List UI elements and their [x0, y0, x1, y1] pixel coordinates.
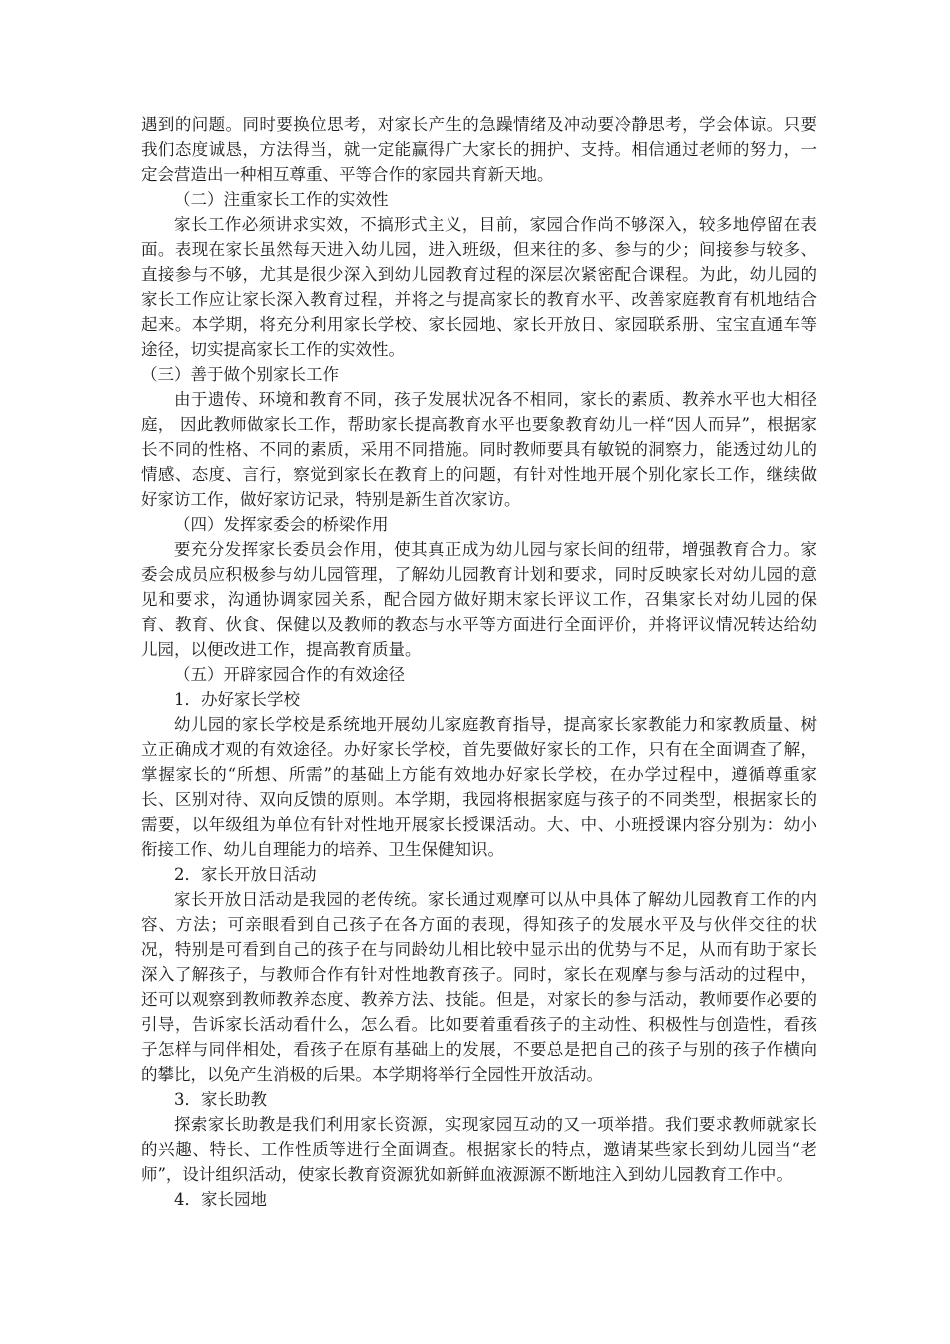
section-heading-3: （三）善于做个别家长工作: [141, 365, 339, 384]
paragraph-section-2: 家长工作必须讲求实效，不搞形式主义，目前，家园合作尚不够深入，较多地停留在表面。表现在家长虽然每天进入幼儿园，进入班级，但来往的多、参与的少；间接参与较多、直接参与不够，尤其是很少深入到幼儿园教育过程的深层次紧密配合课程。为此，幼儿园的家长工作应让家长深入教育过程，并将之与提高家长的教育水平、改善家庭教育有机地结合起来。本学期，将充分利用家长学校、家长园地、家长开放日、家园联系册、宝宝直通车等途径，切实提高家长工作的实效性。: [141, 215, 817, 359]
paragraph-open-day: 家长开放日活动是我园的老传统。家长通过观摩可以从中具体了解幼儿园教育工作的内容、方法；可亲眼看到自己孩子在各方面的表现，得知孩子的发展水平及与伙伴交往的状况，特别是可看到自己的孩子在与同龄幼儿相比较中显示出的优势与不足，从而有助于家长深入了解孩子，与教师合作有针对性地教育孩子。同时，家长在观摩与参与活动的过程中，还可以观察到教师教养态度、教养方法、技能。但是，对家长的参与活动，教师要作必要的引导，告诉家长活动看什么，怎么看。比如要着重看孩子的主动性、积极性与创造性，看孩子怎样与同伴相处，看孩子在原有基础上的发展，不要总是把自己的孩子与别的孩子作横向的攀比，以免产生消极的后果。本学期将举行全园性开放活动。: [141, 890, 817, 1084]
paragraph-parent-assistant: 探索家长助教是我们利用家长资源，实现家园互动的又一项举措。我们要求教师就家长的兴趣、特长、工作性质等进行全面调查。根据家长的特点，邀请某些家长到幼儿园当“老师”，设计组织活动，使家长教育资源犹如新鲜血液源源不断地注入到幼儿园教育工作中。: [141, 1115, 817, 1184]
section-heading-2: （二）注重家长工作的实效性: [174, 190, 389, 209]
paragraph-section-3: 由于遗传、环境和教育不同，孩子发展状况各不相同，家长的素质、教养水平也大相径庭， 因此教师做家长工作，帮助家长提高教育水平也要象教育幼儿一样“因人而异”，根据家长不同的性格、不同的素质，采用不同措施。同时教师要具有敏锐的洞察力，能透过幼儿的情感、态度、言行，察觉到家长在教育上的问题，有针对性地开展个别化家长工作，继续做好家访工作，做好家访记录，特别是新生首次家访。: [141, 390, 817, 509]
paragraph-intro-continuation: 遇到的问题。同时要换位思考，对家长产生的急躁情绪及冲动要冷静思考，学会体谅。只要我们态度诚恳，方法得当，就一定能赢得广大家长的拥护、支持。相信通过老师的努力，一定会营造出一种相互尊重、平等合作的家园共育新天地。: [141, 115, 817, 184]
subheading-open-day: 2．家长开放日活动: [174, 865, 317, 884]
section-heading-4: （四）发挥家委会的桥梁作用: [174, 515, 389, 534]
subheading-parent-assistant: 3．家长助教: [174, 1090, 267, 1109]
paragraph-parent-school: 幼儿园的家长学校是系统地开展幼儿家庭教育指导，提高家长家教能力和家教质量、树立正确成才观的有效途径。办好家长学校，首先要做好家长的工作，只有在全面调查了解，掌握家长的“所想、所需”的基础上方能有效地办好家长学校，在办学过程中，遵循尊重家长、区别对待、双向反馈的原则。本学期，我园将根据家庭与孩子的不同类型，根据家长的需要，以年级组为单位有针对性地开展家长授课活动。大、中、小班授课内容分别为：幼小衔接工作、幼儿自理能力的培养、卫生保健知识。: [141, 715, 817, 859]
section-heading-5: （五）开辟家园合作的有效途径: [174, 665, 405, 684]
subheading-parent-garden: 4．家长园地: [174, 1190, 267, 1209]
paragraph-section-4: 要充分发挥家长委员会作用，使其真正成为幼儿园与家长间的纽带，增强教育合力。家委会成员应积极参与幼儿园管理，了解幼儿园教育计划和要求，同时反映家长对幼儿园的意见和要求，沟通协调家园关系，配合园方做好期末家长评议工作，召集家长对幼儿园的保育、教育、伙食、保健以及教师的教态与水平等方面进行全面评价，并将评议情况转达给幼儿园，以便改进工作，提高教育质量。: [141, 540, 817, 659]
document-page: [141, 112, 817, 1212]
subheading-parent-school: 1．办好家长学校: [174, 690, 300, 709]
